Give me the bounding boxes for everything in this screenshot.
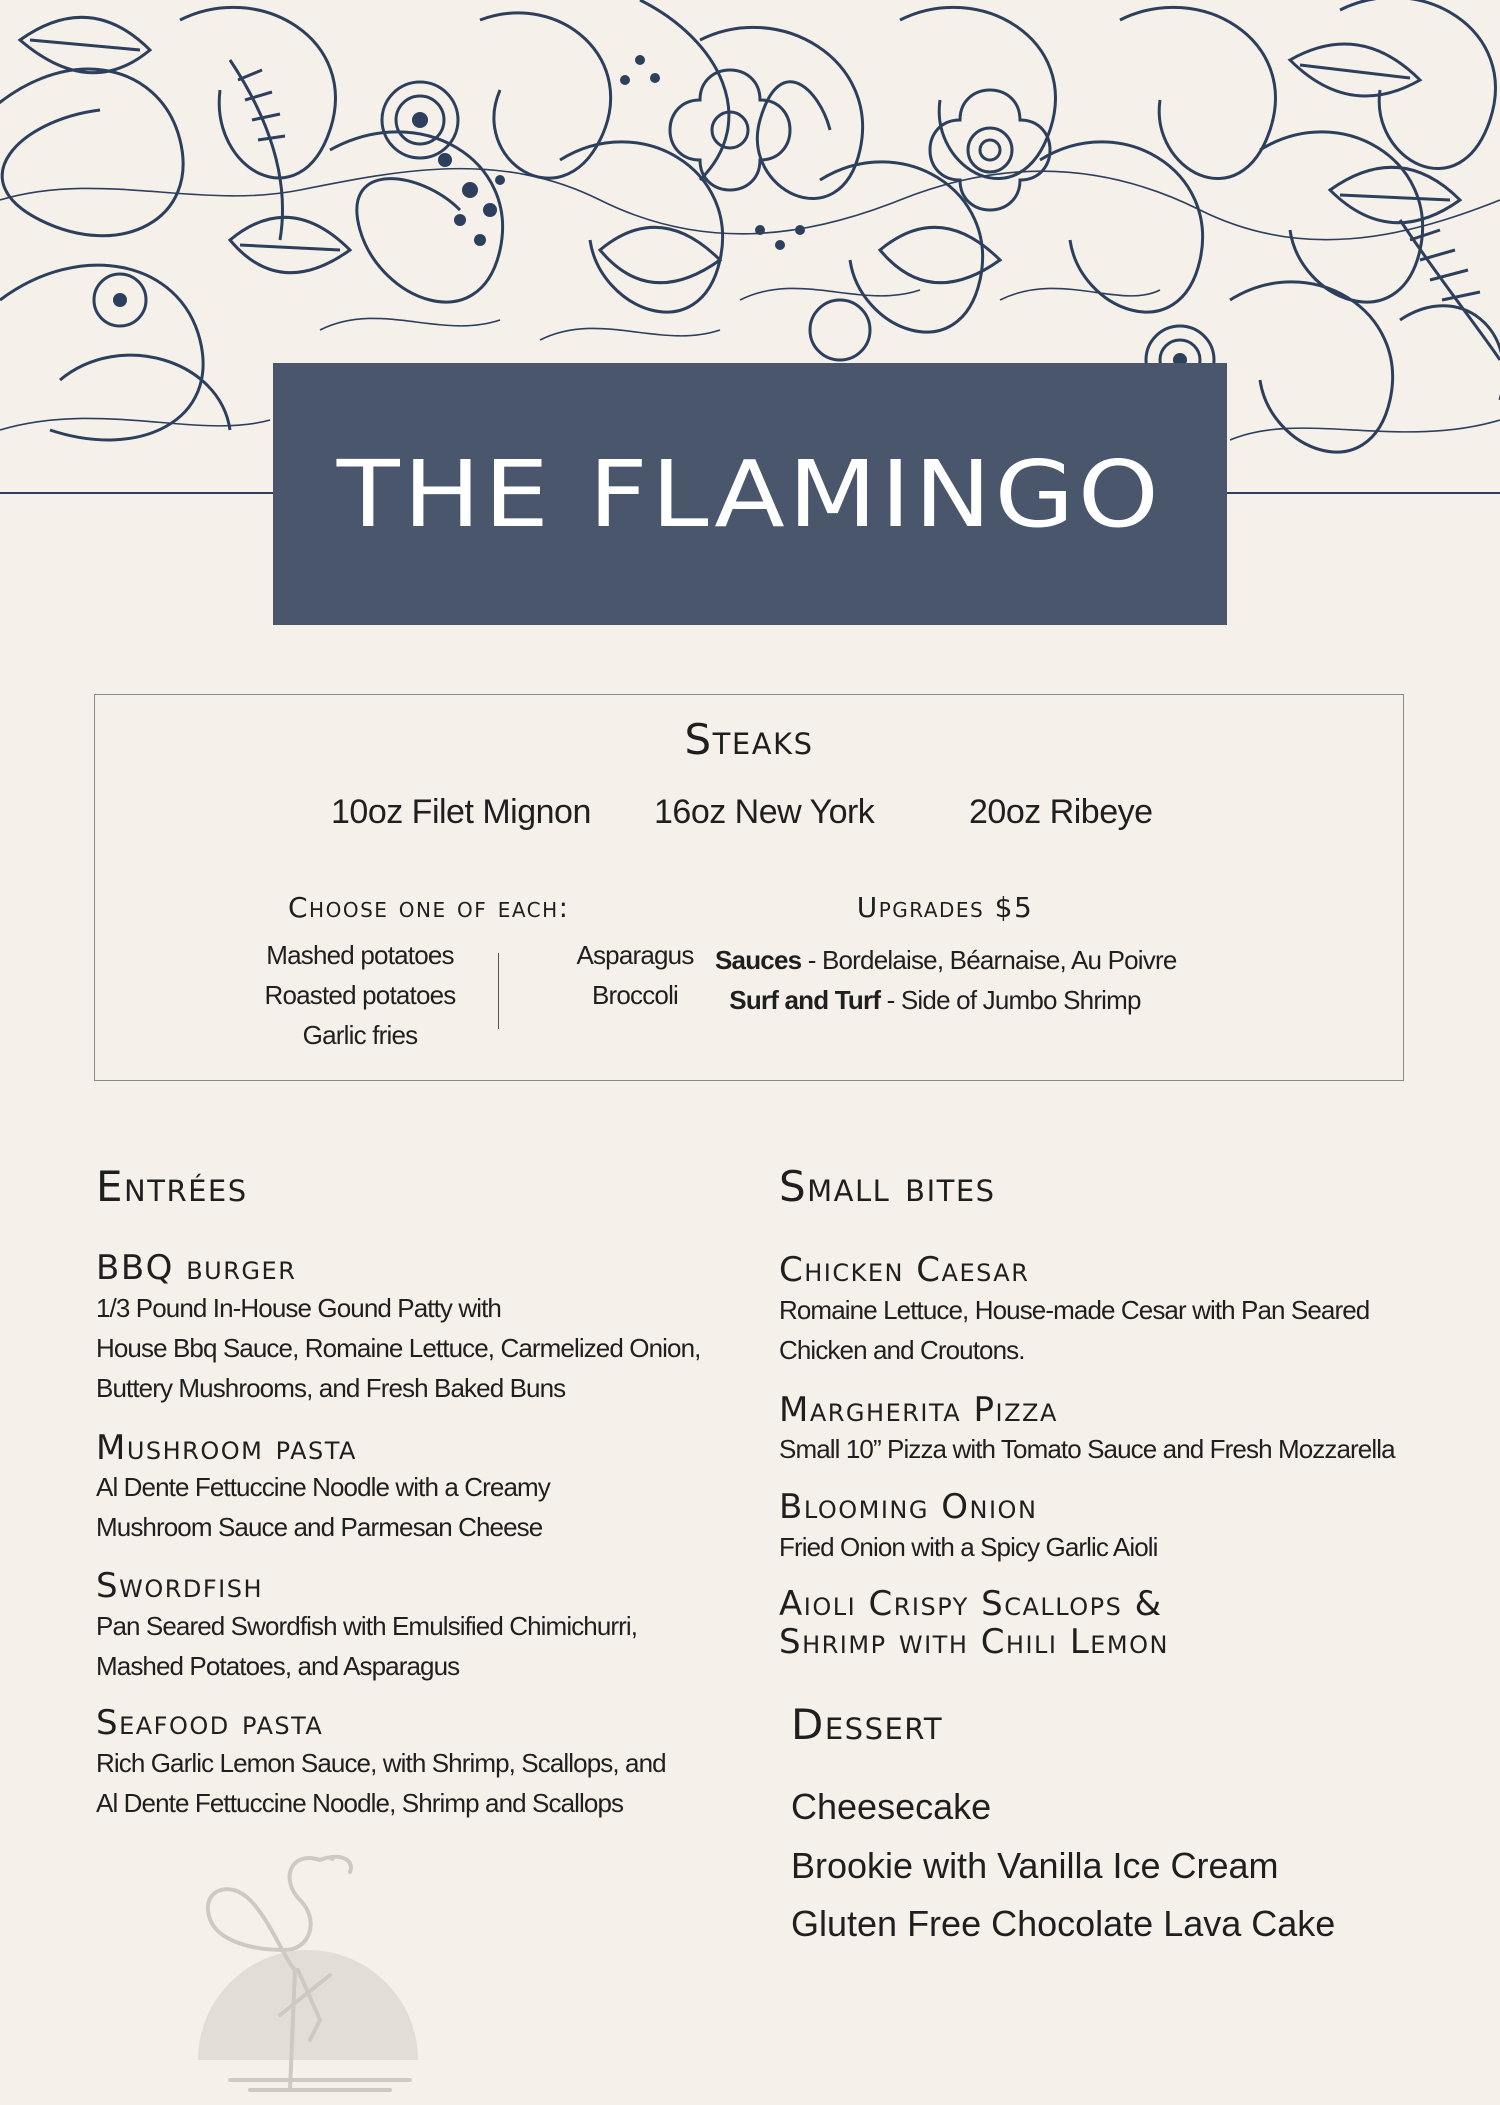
description-line: Small 10” Pizza with Tomato Sauce and Fresh Mozzarella xyxy=(779,1434,1395,1464)
description-line: Mushroom Sauce and Parmesan Cheese xyxy=(96,1512,543,1542)
menu-item-description xyxy=(779,1429,1395,1469)
description-line: Romaine Lettuce, House-made Cesar with Pan Seared xyxy=(779,1295,1370,1325)
steak-cut: 10oz Filet Mignon xyxy=(331,793,591,831)
menu-item-name: Seafood pasta xyxy=(96,1703,324,1743)
item-name-line: Aioli Crispy Scallops & xyxy=(779,1584,1163,1624)
description-line: Al Dente Fettuccine Noodle, Shrimp and Scallops xyxy=(96,1788,624,1818)
steaks-section xyxy=(94,694,1404,1081)
sides-starch-list xyxy=(245,935,475,1055)
side-item: Asparagus xyxy=(576,940,694,970)
menu-item-description xyxy=(96,1606,637,1686)
upgrades-heading: Upgrades $5 xyxy=(856,891,1034,924)
entrees-title: Entrées xyxy=(96,1162,248,1211)
dessert-item: Brookie with Vanilla Ice Cream xyxy=(791,1845,1279,1886)
dessert-title: Dessert xyxy=(791,1700,944,1749)
title-banner xyxy=(273,363,1227,625)
menu-item-name: BBQ burger xyxy=(96,1248,297,1288)
upgrade-detail: - Side of Jumbo Shrimp xyxy=(880,985,1141,1015)
menu-item-name: Swordfish xyxy=(96,1566,264,1606)
side-item: Broccoli xyxy=(591,980,679,1010)
upgrade-line xyxy=(715,985,1155,1016)
description-line: Fried Onion with a Spicy Garlic Aioli xyxy=(779,1532,1158,1562)
small-bites-title: Small bites xyxy=(779,1162,996,1211)
upgrade-name: Sauces xyxy=(715,945,802,975)
steak-cuts xyxy=(95,793,1403,843)
upgrade-line xyxy=(715,945,1177,976)
description-line: Pan Seared Swordfish with Emulsified Chimichurri, xyxy=(96,1611,638,1641)
sides-veg-list xyxy=(535,935,735,1015)
description-line: House Bbq Sauce, Romaine Lettuce, Carmelized Onion, xyxy=(96,1333,701,1363)
flamingo-logo-icon xyxy=(190,1840,440,2100)
menu-item-description xyxy=(96,1743,666,1823)
menu-item-name: Margherita Pizza xyxy=(779,1390,1058,1430)
side-item: Roasted potatoes xyxy=(264,980,456,1010)
menu-item-description xyxy=(96,1467,550,1547)
menu-item-name: Blooming Onion xyxy=(779,1487,1038,1527)
side-item: Garlic fries xyxy=(302,1020,418,1050)
item-name-line: Shrimp with Chili Lemon xyxy=(779,1622,1169,1662)
restaurant-name: THE FLAMINGO xyxy=(337,440,1163,548)
menu-item-name xyxy=(779,1585,1169,1661)
description-line: Mashed Potatoes, and Asparagus xyxy=(96,1651,460,1681)
steak-cut: 16oz New York xyxy=(654,793,875,831)
description-line: Al Dente Fettuccine Noodle with a Creamy xyxy=(96,1472,550,1502)
menu-item-name: Mushroom pasta xyxy=(96,1428,357,1468)
menu-item-description xyxy=(779,1527,1158,1567)
upgrade-name: Surf and Turf xyxy=(729,985,881,1015)
choose-heading: Choose one of each: xyxy=(288,891,570,924)
steaks-title: Steaks xyxy=(684,715,814,764)
description-line: Rich Garlic Lemon Sauce, with Shrimp, Scallops, and xyxy=(96,1748,666,1778)
menu-item-name: Chicken Caesar xyxy=(779,1250,1030,1290)
dessert-item: Cheesecake xyxy=(791,1786,992,1827)
description-line: 1/3 Pound In-House Gound Patty with xyxy=(96,1293,501,1323)
description-line: Buttery Mushrooms, and Fresh Baked Buns xyxy=(96,1373,566,1403)
sides-divider xyxy=(498,953,499,1029)
upgrade-detail: - Bordelaise, Béarnaise, Au Poivre xyxy=(801,945,1177,975)
description-line: Chicken and Croutons. xyxy=(779,1335,1025,1365)
menu-item-description xyxy=(779,1290,1369,1370)
steak-cut: 20oz Ribeye xyxy=(969,793,1153,831)
menu-item-description xyxy=(96,1288,700,1408)
dessert-item: Gluten Free Chocolate Lava Cake xyxy=(791,1903,1336,1944)
side-item: Mashed potatoes xyxy=(266,940,454,970)
